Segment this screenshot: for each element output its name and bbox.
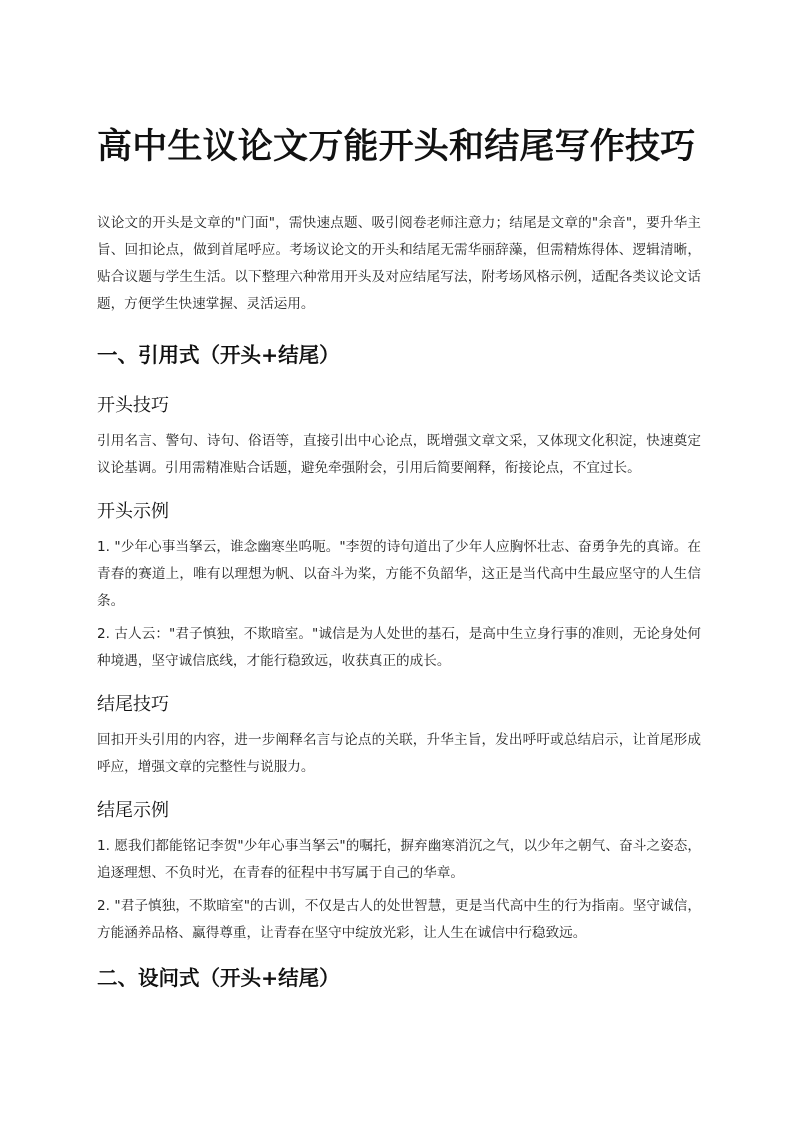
closing-example-1: 1. 愿我们都能铭记李贺"少年心事当拏云"的嘱托，摒弃幽寒消沉之气，以少年之朝气、奋斗之姿态，追逐理想、不负时光，在青春的征程中书写属于自己的华章。	[97, 838, 701, 881]
opening-example-2: 2. 古人云："君子慎独，不欺暗室。"诚信是为人处世的基石，是高中生立身行事的准则，无论身处何种境遇，坚守诚信底线，才能行稳致远，收获真正的成长。	[97, 626, 701, 669]
closing-tips-heading: 结尾技巧	[97, 694, 169, 715]
opening-example-1: 1. "少年心事当拏云，谁念幽寒坐呜呃。"李贺的诗句道出了少年人应胸怀壮志、奋勇争先的真谛。在青春的赛道上，唯有以理想为帆、以奋斗为桨，方能不负韶华，这正是当代高中生最应坚守的人生信条。	[97, 539, 701, 609]
opening-tips-heading: 开头技巧	[97, 395, 169, 416]
document-body	[97, 210, 701, 1015]
section-rhetorical-question	[97, 963, 701, 993]
document-title: 高中生议论文万能开头和结尾写作技巧	[97, 127, 696, 167]
section-heading: 二、设问式（开头+结尾）	[97, 966, 340, 990]
closing-tips-paragraph: 回扣开头引用的内容，进一步阐释名言与论点的关联，升华主旨，发出呼吁或总结启示，让首尾形成呼应，增强文章的完整性与说服力。	[97, 732, 701, 775]
opening-examples-heading: 开头示例	[97, 501, 169, 522]
section-heading: 一、引用式（开头+结尾）	[97, 343, 340, 367]
intro-paragraph: 议论文的开头是文章的"门面"，需快速点题、吸引阅卷老师注意力；结尾是文章的"余音"，要升华主旨、回扣论点，做到首尾呼应。考场议论文的开头和结尾无需华丽辞藻，但需精炼得体、逻辑清晰，贴合议题与学生生活。以下整理六种常用开头及对应结尾写法，附考场风格示例，适配各类议论文话题，方便学生快速掌握、灵活运用。	[97, 215, 701, 312]
closing-example-2: 2. "君子慎独，不欺暗室"的古训，不仅是古人的处世智慧，更是当代高中生的行为指南。坚守诚信，方能涵养品格、赢得尊重，让青春在坚守中绽放光彩，让人生在诚信中行稳致远。	[97, 898, 701, 941]
opening-tips-paragraph: 引用名言、警句、诗句、俗语等，直接引出中心论点，既增强文章文采，又体现文化积淀，快速奠定议论基调。引用需精准贴合话题，避免牵强附会，引用后简要阐释，衔接论点，不宜过长。	[97, 433, 701, 476]
closing-examples-heading: 结尾示例	[97, 800, 169, 821]
section-quotation	[97, 340, 701, 947]
